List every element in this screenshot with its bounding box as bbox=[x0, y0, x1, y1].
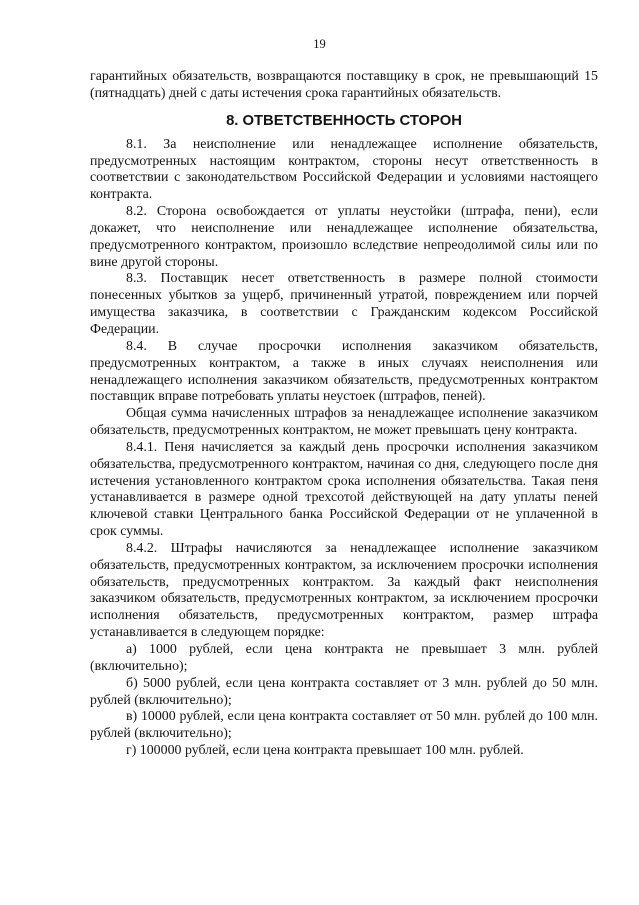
list-item-b: б) 5000 рублей, если цена контракта составляет от 3 млн. рублей до 50 млн. рублей (включительно); bbox=[90, 675, 598, 708]
page-number: 19 bbox=[313, 37, 326, 51]
paragraph-8-3: 8.3. Поставщик несет ответственность в размере полной стоимости понесенных убытков за ущерб, причиненный утратой, повреждением или порчей имущества заказчика, в соответствии с Гражданским кодексом Российской Федерации. bbox=[90, 271, 598, 337]
list-item-g: г) 100000 рублей, если цена контракта превышает 100 млн. рублей. bbox=[126, 743, 524, 759]
paragraph-8-4-2: 8.4.2. Штрафы начисляются за ненадлежащее исполнение заказчиком обязательств, предусмотренных контрактом, за исключением просрочки исполнения обязательств, предусмотренных контрактом. За каждый факт неисполнения заказчиком обязательств, предусмотренных контрактом, за исключением просрочки исполнения обязательств, предусмотренных контрактом, размер штрафа устанавливается в следующем порядке: bbox=[90, 540, 598, 641]
section-title: 8. ОТВЕТСТВЕННОСТЬ СТОРОН bbox=[226, 112, 462, 129]
document-body bbox=[90, 69, 598, 760]
list-item-v: в) 10000 рублей, если цена контракта составляет от 50 млн. рублей до 100 млн. рублей (включительно); bbox=[90, 709, 598, 742]
paragraph-8-4: 8.4. В случае просрочки исполнения заказчиком обязательств, предусмотренных контрактом, а также в иных случаях неисполнения или ненадлежащего исполнения заказчиком обязательств, предусмотренных контрактом поставщик вправе потребовать уплаты неустоек (штрафов, пеней). bbox=[90, 338, 598, 405]
paragraph-total-fines: Общая сумма начисленных штрафов за ненадлежащее исполнение заказчиком обязательств, предусмотренных контрактом, не может превышать цену контракта. bbox=[90, 406, 598, 439]
continuation-paragraph: гарантийных обязательств, возвращаются поставщику в срок, не превышающий 15 (пятнадцать) дней с даты истечения срока гарантийных обязательств. bbox=[90, 69, 598, 101]
paragraph-8-4-1: 8.4.1. Пеня начисляется за каждый день просрочки исполнения заказчиком обязательства, предусмотренного контрактом, начиная со дня, следующего после дня истечения установленного контрактом срока исполнения обязательства. Такая пеня устанавливается в размере одной трехсотой действующей на дату уплаты пеней ключевой ставки Центрального банка Российской Федерации от не уплаченной в срок суммы. bbox=[90, 439, 598, 540]
paragraph-8-2: 8.2. Сторона освобождается от уплаты неустойки (штрафа, пени), если докажет, что неисполнение или ненадлежащее исполнение обязательства, предусмотренного контрактом, произошло вследствие непреодолимой силы или по вине другой стороны. bbox=[90, 204, 598, 270]
paragraph-8-1: 8.1. За неисполнение или ненадлежащее исполнение обязательств, предусмотренных настоящим контрактом, стороны несут ответственность в соответствии с законодательством Российской Федерации и условиями настоящего контракта. bbox=[90, 136, 598, 203]
list-item-a: а) 1000 рублей, если цена контракта не превышает 3 млн. рублей (включительно); bbox=[90, 642, 598, 674]
